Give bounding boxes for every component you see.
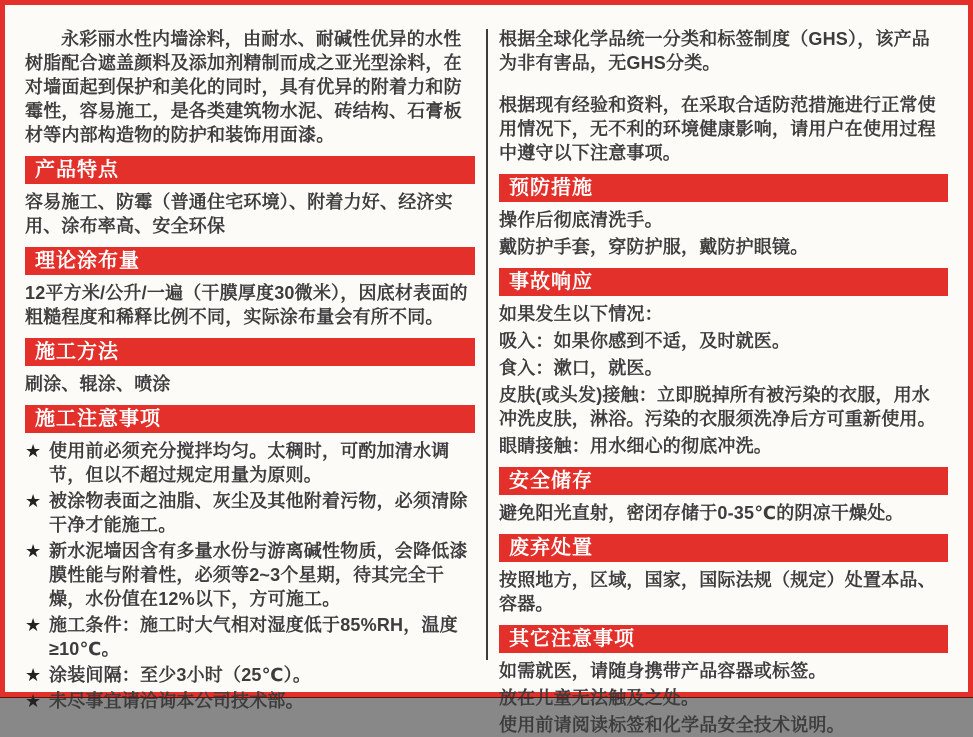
- accident-response-line: 食入：漱口，就医。: [499, 358, 663, 378]
- section-accident-response: [499, 268, 948, 458]
- section-product-features: [25, 156, 475, 238]
- note-text: 未尽事宜请洽询本公司技术部。: [49, 691, 304, 711]
- other-notes-line: 如需就医，请随身携带产品容器或标签。: [499, 661, 827, 681]
- star-bullet-icon: ★: [25, 491, 42, 511]
- column-divider: [486, 29, 488, 660]
- note-item: [25, 539, 475, 611]
- section-header-theoretical-coverage: 理论涂布量: [25, 247, 475, 275]
- left-column: [5, 5, 475, 711]
- note-text: 施工条件：施工时大气相对湿度低于85%RH，温度≥10℃。: [49, 615, 458, 659]
- star-bullet-icon: ★: [25, 665, 42, 685]
- safe-storage-line: 避免阳光直射，密闭存储于0-35℃的阴凉干燥处。: [499, 503, 904, 523]
- preventive-measures-line: 戴防护手套，穿防护服，戴防护眼镜。: [499, 237, 809, 257]
- note-item: [25, 489, 475, 537]
- accident-response-line: 吸入：如果你感到不适，及时就医。: [499, 331, 791, 351]
- other-notes-line: 放在儿童无法触及之处。: [499, 688, 700, 708]
- note-item: [25, 439, 475, 487]
- section-header-accident-response: 事故响应: [499, 268, 948, 296]
- section-header-application-method: 施工方法: [25, 338, 475, 366]
- application-method-body: 刷涂、辊涂、喷涂: [25, 374, 171, 394]
- star-bullet-icon: ★: [25, 541, 42, 561]
- section-preventive-measures: [499, 174, 948, 259]
- usage-guidance-paragraph: 根据现有经验和资料，在采取合适防范措施进行正常使用情况下，无不利的环境健康影响，请用户在使用过程中遵守以下注意事项。: [499, 95, 936, 163]
- section-theoretical-coverage: [25, 247, 475, 329]
- star-bullet-icon: ★: [25, 691, 42, 711]
- accident-response-line: 皮肤(或头发)接触：立即脱掉所有被污染的衣服，用水冲洗皮肤，淋浴。污染的衣服须洗净后方可重新使用。: [499, 385, 936, 429]
- preventive-measures-line: 操作后彻底清洗手。: [499, 210, 663, 230]
- section-header-product-features: 产品特点: [25, 156, 475, 184]
- theoretical-coverage-body: 12平方米/公升/一遍（干膜厚度30微米），因底材表面的粗糙程度和稀释比例不同，实际涂布量会有所不同。: [25, 283, 468, 327]
- section-safe-storage: [499, 467, 948, 525]
- note-text: 涂装间隔：至少3小时（25℃）。: [49, 665, 312, 685]
- section-application-notes: [25, 405, 475, 713]
- section-header-waste-disposal: 废弃处置: [499, 534, 948, 562]
- section-header-safe-storage: 安全储存: [499, 467, 948, 495]
- star-bullet-icon: ★: [25, 441, 42, 461]
- right-column: [499, 5, 968, 735]
- note-text: 使用前必须充分搅拌均匀。太稠时，可酌加清水调节，但以不超过规定用量为原则。: [49, 441, 450, 485]
- note-item: [25, 663, 475, 687]
- section-other-notes: [499, 625, 948, 737]
- section-header-application-notes: 施工注意事项: [25, 405, 475, 433]
- waste-disposal-line: 按照地方，区域，国家，国际法规（规定）处置本品、容器。: [499, 570, 936, 614]
- note-item: [25, 613, 475, 661]
- star-bullet-icon: ★: [25, 615, 42, 635]
- product-description-paragraph: 永彩丽水性内墙涂料，由耐水、耐碱性优异的水性树脂配合遮盖颜料及添加剂精制而成之亚光型涂料，在对墙面起到保护和美化的同时，具有优异的附着力和防霉性，容易施工，是各类建筑物水泥、砖结构、石膏板材等内部构造物的防护和装饰用面漆。: [25, 29, 462, 145]
- section-application-method: [25, 338, 475, 396]
- ghs-classification-paragraph: 根据全球化学品统一分类和标签制度（GHS），该产品为非有害品，无GHS分类。: [499, 29, 931, 73]
- note-text: 被涂物表面之油脂、灰尘及其他附着污物，必须清除干净才能施工。: [49, 491, 468, 535]
- note-text: 新水泥墙因含有多量水份与游离碱性物质，会降低漆膜性能与附着性，必须等2~3个星期，待其完全干燥，水份值在12%以下，方可施工。: [49, 541, 468, 609]
- product-features-body: 容易施工、防霉（普通住宅环境）、附着力好、经济实用、涂布率高、安全环保: [25, 192, 453, 236]
- section-header-preventive-measures: 预防措施: [499, 174, 948, 202]
- note-item: [25, 689, 475, 713]
- accident-response-line: 眼睛接触：用水细心的彻底冲洗。: [499, 436, 772, 456]
- accident-response-line: 如果发生以下情况：: [499, 304, 663, 324]
- section-header-other-notes: 其它注意事项: [499, 625, 948, 653]
- application-notes-list: [25, 439, 475, 713]
- other-notes-line: 使用前请阅读标签和化学品安全技术说明。: [499, 715, 845, 735]
- section-waste-disposal: [499, 534, 948, 616]
